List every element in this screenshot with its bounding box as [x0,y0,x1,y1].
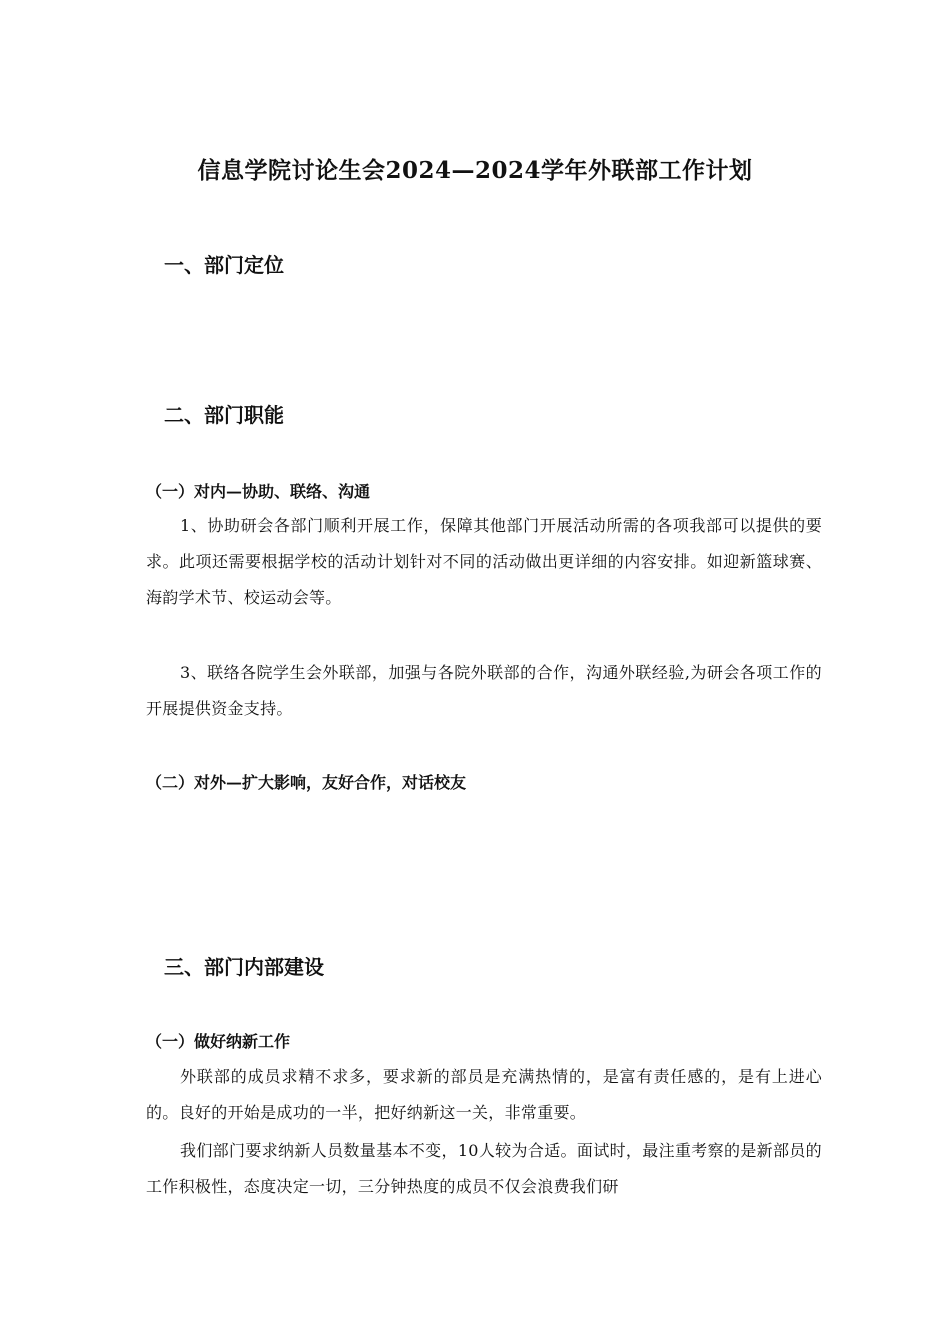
section-heading-functions: 二、部门职能 [164,403,284,427]
document-title: 信息学院讨论生会2024—2024学年外联部工作计划 [197,157,753,184]
section-heading-internal-building: 三、部门内部建设 [164,955,324,979]
paragraph-internal-1: 1、协助研会各部门顺利开展工作，保障其他部门开展活动所需的各项我部可以提供的要求。此项还需要根据学校的活动计划针对不同的活动做出更详细的内容安排。如迎新篮球赛、海韵学术节、校运动会等。 [146,516,822,607]
paragraph-internal-3: 3、联络各院学生会外联部，加强与各院外联部的合作，沟通外联经验,为研会各项工作的开展提供资金支持。 [146,663,822,718]
paragraph-recruitment-2: 我们部门要求纳新人员数量基本不变，10人较为合适。面试时，最注重考察的是新部员的工作积极性，态度决定一切，三分钟热度的成员不仅会浪费我们研 [146,1141,822,1196]
subsection-heading-external: （二）对外—扩大影响，友好合作，对话校友 [146,773,467,792]
section-heading-positioning: 一、部门定位 [164,253,284,277]
subsection-heading-recruitment: （一）做好纳新工作 [146,1032,291,1051]
paragraph-recruitment-1: 外联部的成员求精不求多，要求新的部员是充满热情的，是富有责任感的，是有上进心的。良好的开始是成功的一半，把好纳新这一关，非常重要。 [146,1067,822,1122]
subsection-heading-internal: （一）对内—协助、联络、沟通 [146,482,371,501]
